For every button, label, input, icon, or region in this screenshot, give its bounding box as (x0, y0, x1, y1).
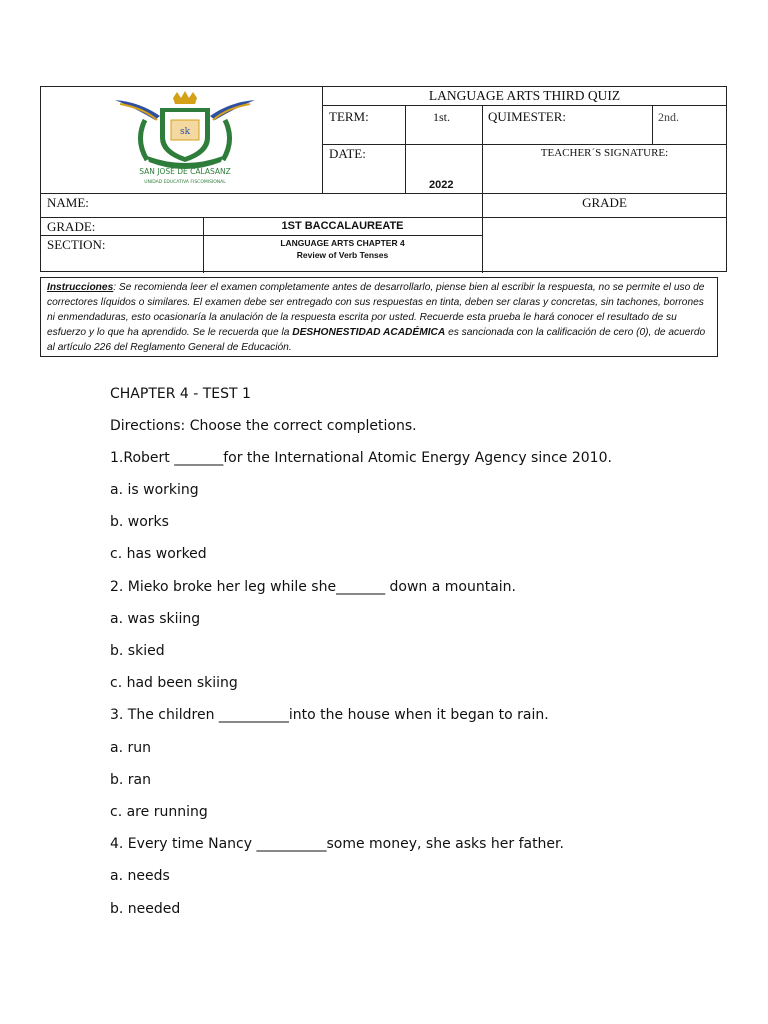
instructions-text-1: : Se recomienda leer el examen completamente antes de desarrollarlo, piense bien al escribir la respuesta, no se permite el uso de correctores líquidos o similares. El examen debe ser entregado con sus respuestas en tinta, deben ser claras y concretas, sin tachones, borrones ni enmendaduras, esto ocasionaría la anulación de la respuesta escrita por usted. Recuerde esta prueba le hará conocer el resultado de su esfuerzo y lo que ha aprendido. Se le recuerda que la (47, 282, 705, 338)
svg-text:sk: sk (179, 127, 191, 137)
school-name-text: SAN JOSÉ DE CALASANZ (139, 167, 231, 176)
option-4a: a. needs (110, 868, 170, 884)
divider (482, 105, 483, 273)
quiz-directions: Directions: Choose the correct completions. (110, 418, 417, 434)
term-value: 1st. (433, 110, 451, 124)
question-4: 4. Every time Nancy __________some money, she asks her father. (110, 836, 564, 852)
divider (41, 193, 727, 194)
instructions-text-2: es sancionada con la calificación de cero (0), de acuerdo al artículo 226 del Reglamento General de Educación. (47, 327, 706, 353)
option-3a: a. run (110, 740, 151, 756)
instructions-box (40, 277, 718, 357)
name-label: NAME: (47, 195, 89, 210)
quimester-label: QUIMESTER: (488, 109, 566, 124)
question-1: 1.Robert _______for the International Atomic Energy Agency since 2010. (110, 450, 612, 466)
section-value (203, 237, 482, 261)
instructions-lead: Instrucciones (47, 282, 114, 293)
option-1a: a. is working (110, 482, 199, 498)
term-label: TERM: (329, 109, 369, 124)
question-2: 2. Mieko broke her leg while she_______ down a mountain. (110, 579, 516, 595)
option-4b: b. needed (110, 901, 181, 917)
section-line-2: Review of Verb Tenses (296, 250, 389, 260)
divider (652, 105, 653, 144)
instructions-emphasis: DESHONESTIDAD ACADÉMICA (292, 327, 446, 338)
option-1c: c. has worked (110, 546, 207, 562)
option-2c: c. had been skiing (110, 675, 238, 691)
option-2a: a. was skiing (110, 611, 201, 627)
date-label: DATE: (329, 146, 366, 161)
quimester-value: 2nd. (658, 110, 679, 124)
divider (322, 144, 727, 145)
divider (322, 105, 727, 106)
quiz-heading: CHAPTER 4 - TEST 1 (110, 386, 251, 402)
option-3c: c. are running (110, 804, 208, 820)
teacher-signature-label: TEACHER´S SIGNATURE: (540, 147, 669, 159)
divider (41, 235, 482, 236)
school-logo (105, 90, 265, 188)
option-3b: b. ran (110, 772, 151, 788)
section-label: SECTION: (47, 237, 106, 252)
grade-value: 1ST BACCALAUREATE (281, 220, 404, 232)
year-value: 2022 (429, 179, 454, 191)
school-crest-icon (105, 90, 265, 188)
divider (41, 217, 727, 218)
quiz-title: LANGUAGE ARTS THIRD QUIZ (428, 88, 621, 103)
section-line-1: LANGUAGE ARTS CHAPTER 4 (280, 238, 405, 248)
option-2b: b. skied (110, 643, 165, 659)
grade-box-label: GRADE (582, 195, 627, 210)
option-1b: b. works (110, 514, 169, 530)
divider (405, 105, 406, 193)
question-3: 3. The children __________into the house when it began to rain. (110, 707, 549, 723)
school-sub-text: UNIDAD EDUCATIVA FISCOMISIONAL (144, 180, 226, 185)
grade-label: GRADE: (47, 219, 96, 234)
